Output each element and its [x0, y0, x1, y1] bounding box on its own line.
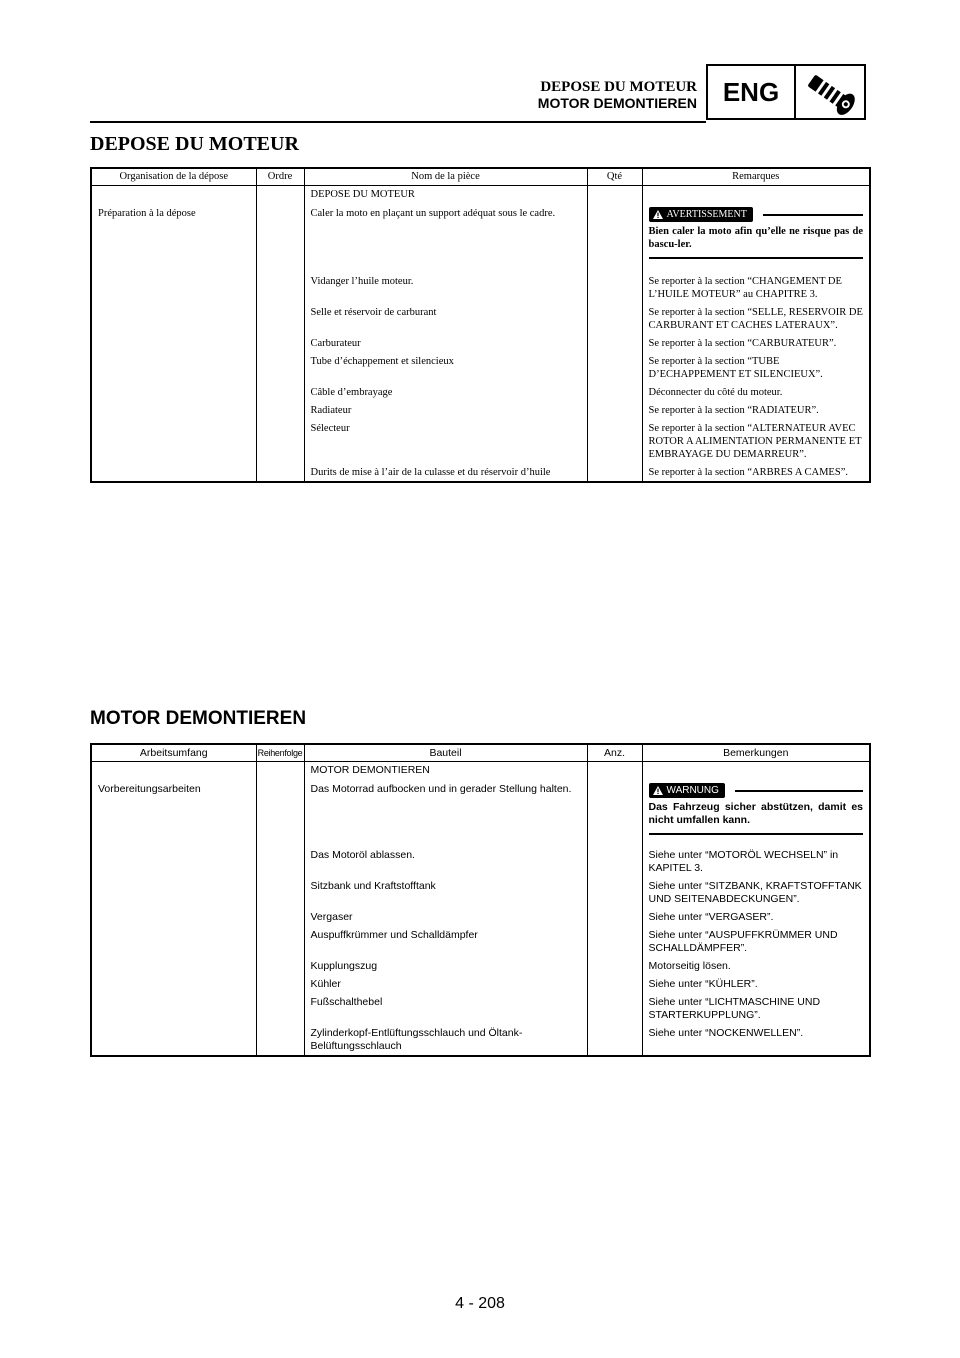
table-row	[91, 762, 870, 778]
remark: Motorseitig lösen.	[642, 955, 870, 973]
table-row	[91, 839, 870, 875]
warning-text: Das Fahrzeug sicher abstützen, damit es nicht umfallen kann.	[648, 801, 863, 826]
part-name: Das Motoröl ablassen.	[304, 839, 587, 875]
col-header: Bemerkungen	[642, 744, 870, 762]
part-name: Vergaser	[304, 906, 587, 924]
chapter-badge-label: ENG	[708, 66, 796, 118]
remark: Siehe unter “VERGASER”.	[642, 906, 870, 924]
table-row	[91, 973, 870, 991]
remark: Siehe unter “AUSPUFFKRÜMMER UND SCHALLDÄMPFER”.	[642, 924, 870, 955]
remark: Siehe unter “NOCKENWELLEN”.	[642, 1022, 870, 1056]
table-subtitle: DEPOSE DU MOTEUR	[304, 186, 587, 202]
remark: Se reporter à la section “CHANGEMENT DE L’HUILE MOTEUR” au CHAPITRE 3.	[642, 263, 870, 301]
remark: Se reporter à la section “ALTERNATEUR AVEC ROTOR A ALIMENTATION PERMANENTE ET EMBRAYAGE DU DEMARREUR”.	[642, 417, 870, 461]
section-title-fr: DEPOSE DU MOTEUR	[90, 133, 299, 155]
remark: Siehe unter “MOTORÖL WECHSELN” in KAPITEL 3.	[642, 839, 870, 875]
table-row	[91, 955, 870, 973]
col-header: Ordre	[256, 168, 304, 186]
chapter-badge	[706, 64, 866, 120]
removal-table-fr	[90, 167, 871, 483]
remark: Se reporter à la section “SELLE, RESERVOIR DE CARBURANT ET CACHES LATERAUX”.	[642, 301, 870, 332]
part-name: Caler la moto en plaçant un support adéquat sous le cadre.	[304, 201, 587, 263]
header-rule	[90, 121, 706, 123]
table-row	[91, 201, 870, 263]
remark: Se reporter à la section “CARBURATEUR”.	[642, 332, 870, 350]
col-header: Anz.	[587, 744, 642, 762]
part-name: Fußschalthebel	[304, 991, 587, 1022]
table-row	[91, 924, 870, 955]
table-row	[91, 350, 870, 381]
col-header: Arbeitsumfang	[91, 744, 256, 762]
table-row	[91, 777, 870, 839]
removal-table-de	[90, 743, 871, 1057]
table-row	[91, 263, 870, 301]
table-row	[91, 875, 870, 906]
header-title-de: MOTOR DEMONTIEREN	[537, 95, 697, 111]
col-header: Reihenfolge	[256, 744, 304, 762]
part-name: Tube d’échappement et silencieux	[304, 350, 587, 381]
part-name: Sélecteur	[304, 417, 587, 461]
group-label: Préparation à la dépose	[98, 208, 196, 219]
warning-label: WARNUNG	[666, 785, 719, 796]
table-header-row	[91, 168, 870, 186]
header-title-fr: DEPOSE DU MOTEUR	[540, 79, 697, 95]
page-number: 4 - 208	[455, 1295, 505, 1312]
remark: Siehe unter “SITZBANK, KRAFTSTOFFTANK UND SEITENABDECKUNGEN”.	[642, 875, 870, 906]
warning-triangle-icon	[653, 786, 663, 795]
col-header: Organisation de la dépose	[91, 168, 256, 186]
section-title-de: MOTOR DEMONTIEREN	[90, 708, 307, 729]
part-name: Selle et réservoir de carburant	[304, 301, 587, 332]
group-label: Vorbereitungsarbeiten	[98, 783, 201, 795]
part-name: Das Motorrad aufbocken und in gerader Stellung halten.	[304, 777, 587, 839]
part-name: Sitzbank und Kraftstofftank	[304, 875, 587, 906]
header-titles	[538, 79, 697, 111]
remark: Siehe unter “LICHTMASCHINE UND STARTERKUPPLUNG”.	[642, 991, 870, 1022]
table-row	[91, 1022, 870, 1056]
col-header: Remarques	[642, 168, 870, 186]
warning-badge	[649, 783, 725, 798]
part-name: Radiateur	[304, 399, 587, 417]
col-header: Qté	[587, 168, 642, 186]
table-row	[91, 417, 870, 461]
part-name: Auspuffkrümmer und Schalldämpfer	[304, 924, 587, 955]
table-row	[91, 906, 870, 924]
table-subtitle: MOTOR DEMONTIEREN	[304, 762, 587, 778]
table-row	[91, 332, 870, 350]
remark: Se reporter à la section “TUBE D’ECHAPPEMENT ET SILENCIEUX”.	[642, 350, 870, 381]
warning-triangle-icon	[653, 210, 663, 219]
remark: Siehe unter “KÜHLER”.	[642, 973, 870, 991]
col-header: Bauteil	[304, 744, 587, 762]
col-header: Nom de la pièce	[304, 168, 587, 186]
table-row	[91, 301, 870, 332]
remark: Se reporter à la section “RADIATEUR”.	[642, 399, 870, 417]
warning-text: Bien caler la moto afin qu’elle ne risque pas de bascu-ler.	[648, 226, 863, 250]
warning-label: AVERTISSEMENT	[666, 209, 747, 220]
part-name: Durits de mise à l’air de la culasse et du réservoir d’huile	[304, 461, 587, 482]
table-row	[91, 461, 870, 482]
table-row	[91, 186, 870, 202]
remark: Déconnecter du côté du moteur.	[642, 381, 870, 399]
remark: Se reporter à la section “ARBRES A CAMES”.	[642, 461, 870, 482]
warning-box	[649, 207, 864, 259]
part-name: Kühler	[304, 973, 587, 991]
warning-badge	[649, 207, 753, 222]
part-name: Zylinderkopf-Entlüftungsschlauch und Öltank-Belüftungsschlauch	[304, 1022, 587, 1056]
table-row	[91, 381, 870, 399]
part-name: Kupplungszug	[304, 955, 587, 973]
part-name: Carburateur	[304, 332, 587, 350]
part-name: Câble d’embrayage	[304, 381, 587, 399]
table-row	[91, 399, 870, 417]
table-header-row	[91, 744, 870, 762]
part-name: Vidanger l’huile moteur.	[304, 263, 587, 301]
engine-wrench-icon	[796, 66, 864, 118]
warning-box	[649, 783, 864, 835]
table-row	[91, 991, 870, 1022]
